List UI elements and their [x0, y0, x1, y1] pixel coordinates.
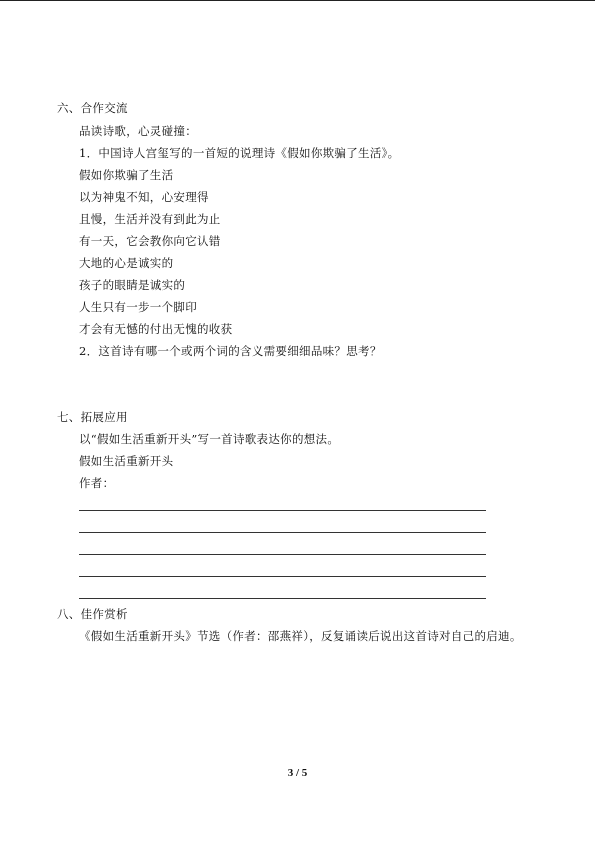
poem-line: 人生只有一步一个脚印: [79, 300, 197, 314]
poem-line: 大地的心是诚实的: [79, 256, 174, 270]
author-label: 作者：: [79, 476, 115, 490]
poem-line: 才会有无憾的付出无愧的收获: [79, 322, 233, 336]
writing-line: [79, 510, 486, 511]
page-number: 3 / 5: [287, 767, 308, 779]
poem-line: 且慢，生活并没有到此为止: [79, 212, 221, 226]
poem-line: 孩子的眼睛是诚实的: [79, 278, 186, 292]
section-6-heading: 六、合作交流: [57, 101, 128, 115]
question-1: 1．中国诗人宫玺写的一首短的说理诗《假如你欺骗了生活》。: [79, 146, 400, 160]
section-8-heading: 八、佳作赏析: [57, 607, 128, 621]
question-2: 2．这首诗有哪一个或两个词的含义需要细细品味？思考？: [79, 344, 382, 358]
poem-line: 有一天，它会教你向它认错: [79, 234, 221, 248]
section-7-heading: 七、拓展应用: [57, 410, 128, 424]
poem-title-prompt: 假如生活重新开头: [79, 454, 174, 468]
writing-line: [79, 598, 486, 599]
section-7-instruction: 以“假如生活重新开头”写一首诗歌表达你的想法。: [79, 432, 340, 446]
poem-line: 假如你欺骗了生活: [79, 168, 174, 182]
section-8-text: 《假如生活重新开头》节选（作者：邵燕祥），反复诵读后说出这首诗对自己的启迪。: [79, 629, 522, 643]
writing-line: [79, 532, 486, 533]
writing-line: [79, 576, 486, 577]
page-top-border: [0, 0, 595, 1]
poem-line: 以为神鬼不知，心安理得: [79, 190, 209, 204]
writing-line: [79, 554, 486, 555]
section-6-intro: 品读诗歌，心灵碰撞：: [79, 124, 197, 138]
